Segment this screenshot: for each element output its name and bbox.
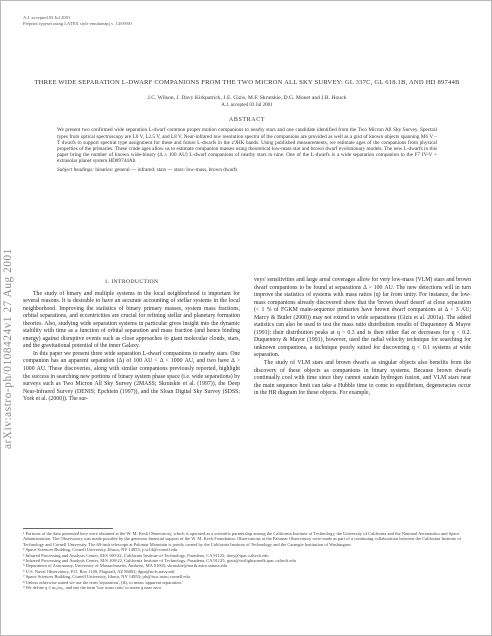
footnote: ⁸ Unless otherwise stated we use the term 'separation', (Δ), to mean 'apparent separation.' xyxy=(23,579,183,585)
subject-list: binaries: general — infrared: stars — stars: low-mass, brown dwarfs xyxy=(95,166,238,173)
intro-heading: 1. INTRODUCTION xyxy=(104,279,159,285)
paragraph: The study of VLM stars and brown dwarfs as singular objects also benefits from the discovery of these objects as companions in binary systems. Because brown dwarfs continually cool with time since they cannot sustain hydrogen fusion, and VLM stars near the main sequence limit can take a Hubble time to come to equilibrium, degeneracies occur in the HR diagram for these objects. For example, xyxy=(254,360,471,397)
paragraph: In this paper we present three wide separation L-dwarf companions to nearby stars. One companion has an apparent separation (Δ) of 100 AU < Δ < 1000 AU, and two have Δ > 1000 AU. These discoveries, along with similar companions previously reported, highlight the success in searching new portions of binary system phase space (i.e. wide separations) by surveys such as Two Micron All Sky Survey (2MASS; Skrutskie et al. (1997)), the Deep Near-Infrared Survey (DENIS; Epchtein (1997)), and the Sloan Digital Sky Survey (SDSS; York et al. (2000)). The sur- xyxy=(23,350,240,403)
running-header xyxy=(23,15,471,27)
footnote: ⁴ Infrared Processing and Analysis Center, M/S 100-22, California Institute of Technology, Pasadena, CA 91125; gizis@twilightzonefk.ipac.caltech.edu xyxy=(23,558,296,564)
footnote-rule xyxy=(23,528,113,529)
author-list: J.C. Wilson, J. Davy Kirkpatrick, J.E. Gizis, M.F. Skrutskie, D.G. Monet and J.R. Houck xyxy=(147,95,347,102)
footnote: ⁷ Space Sciences Building, Cornell University, Ithaca, NY 14853; jrh@isoc.astro.cornell.edu xyxy=(23,574,190,580)
footnotes xyxy=(23,531,471,590)
subject-label: Subject headings: xyxy=(57,166,95,173)
left-column xyxy=(23,277,240,404)
paragraph: The study of binary and multiple systems in the local neighborhood is important for several reasons. It is desirable to have an accurate accounting of stellar systems in the local neighborhood. Improving the statistics of binary primary masses, system mass fractions, orbital separations, and eccentricities are crucial for refining stellar and planetary formation theories. Also, studying wide separation systems in particular gives insight into the dynamic stability with time as a function of orbital separation and mass fraction (and hence binding energy) against disruptive events such as close approaches to giant molecular clouds, stars, and the gravitational potential of the inner Galaxy. xyxy=(23,290,240,350)
accepted-note: A.J. accepted 03 Jul 2001 xyxy=(221,103,273,109)
author-block xyxy=(23,95,471,109)
footnote: ² Space Sciences Building, Cornell University, Ithaca, NY 14853; jcw14@cornell.edu xyxy=(23,547,178,553)
footnote: ⁶ U.S. Naval Observatory, P.O. Box 1149, Flagstaff, AZ 86002; dgm@nofs.navy.mil xyxy=(23,568,175,574)
abstract-text: We present two confirmed wide separation L-dwarf common proper motion companions to nearby stars and one candidate identified from the Two Micron All Sky Survey. Spectral types from optical spectroscopy are L0 V, L2.5 V, and L8 V. Near-infrared low resolution spectra of the companions are provided as well as a grid of known objects spanning M6 V – T dwarfs to support spectral type assignment for these and future L-dwarfs in the z'JHK bands. Using published measurements, we estimate ages of the companions from physical properties of the primaries. These crude ages allow us to estimate companion masses using theoretical low-mass star and brown dwarf evolutionary models. The new L-dwarfs in this paper bring the number of known wide-binary (Δ ≥ 100 AU) L-dwarf companions of nearby stars to nine. One of the L-dwarfs is a wide separation companion to the F7 IV-V + extrasolar planet system HD89744Ab. xyxy=(57,127,437,164)
paragraph: veys' sensitivities and large areal coverages allow for very low-mass (VLM) stars and brown dwarf companions to be found at separations Δ > 100 AU. The new detections will in turn improve the statistics of systems with mass ratios (q) far from unity. For instance, the low-mass companions already discovered show that the 'brown dwarf desert' at close separation (< 1 % of FGKM main-sequence primaries have brown dwarf companions at Δ < 3 AU; Marcy & Butler (2000)) may not extend to wide separations (Gizis et al. 2001a). The added statistics can also be used to test the mass ratio distribution results of Duquennoy & Mayor (1991): their distribution peaks at q ~ 0.3 and is then either flat or decreases for q < 0.2. Duquennoy & Mayor (1991), however, used the radial velocity technique for searching for unknown companions, a technique poorly suited for discovering q < 0.1 systems at wide separation. xyxy=(254,277,471,359)
paper-title: THREE WIDE SEPARATION L-DWARF COMPANIONS FROM THE TWO MICRON ALL SKY SURVEY: GL 337C, GL 618.1B, AND HD 89744B xyxy=(34,79,460,86)
typeset-line: Preprint typeset using LATEX style emulateapj v. 14/09/00 xyxy=(23,21,132,26)
footnote: ¹ Portions of the data presented here were obtained at the W. M. Keck Observatory, which is operated as a scientific partnership among the California Institute of Technology, the University of California and the National Aeronautics and Space Administration. The Observatory was made possible by the generous financial support of the W. M. Keck Foundation. Observations at the Palomar Observatory were made as part of a continuing collaboration between the California Institute of Technology and Cornell University. The 60-inch telescope at Palomar Mountain is jointly owned by the California Institute of Technology and the Carnegie Institution of Washington. xyxy=(23,531,462,547)
subject-headings xyxy=(57,167,437,173)
footnote: ⁵ Department of Astronomy, University of Massachusetts, Amherst, MA 01003; skrutskie@north.astro.umass.edu xyxy=(23,563,228,569)
arxiv-sidebar-stamp xyxy=(0,1,19,636)
footnote: ⁹ We define q ≡ m₂/m₁, and use the term 'low mass ratio' to mean q near zero. xyxy=(23,585,163,591)
footnote: ³ Infrared Processing and Analysis Center, M/S 100-22, California Institute of Technology, Pasadena, CA 91125; davy@ipac.caltech.edu xyxy=(23,552,269,558)
right-column xyxy=(254,277,471,404)
abstract-heading: ABSTRACT xyxy=(228,117,266,124)
paper-page xyxy=(23,15,471,627)
body-columns xyxy=(23,277,471,404)
arxiv-identifier: arXiv:astro-ph/0108424v1 27 Aug 2001 xyxy=(2,248,14,449)
acceptance-line: A.J. accepted 03 Jul 2001 xyxy=(23,15,71,20)
